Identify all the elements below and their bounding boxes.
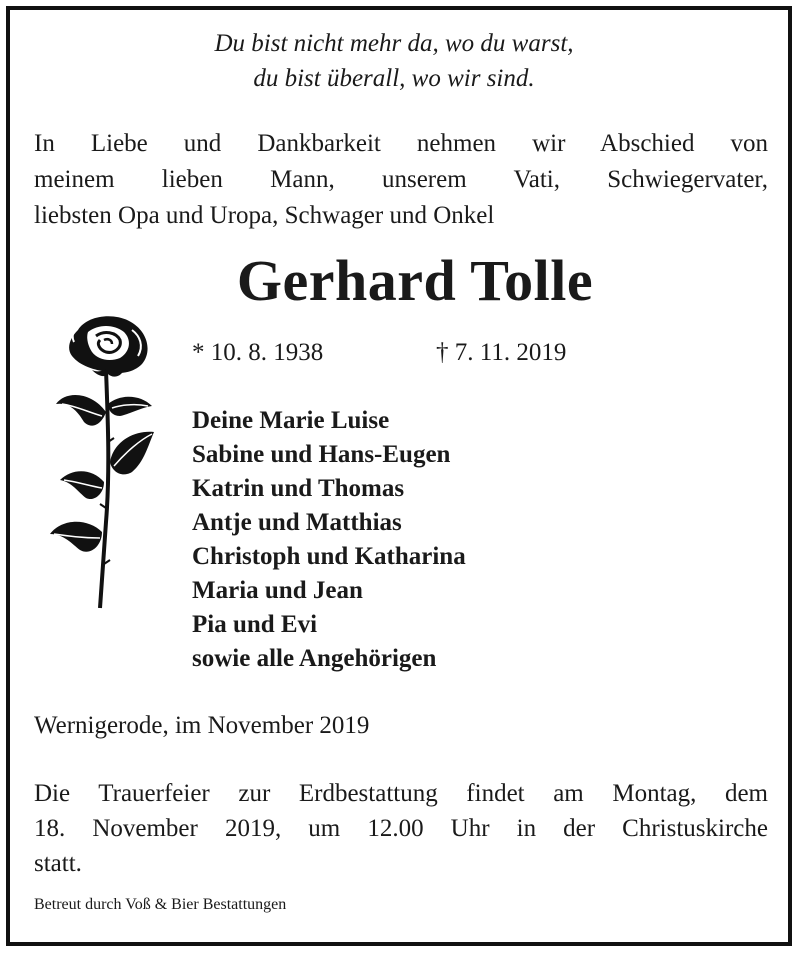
intro-line-3: liebsten Opa und Uropa, Schwager und Onkel	[34, 202, 495, 229]
mourner-line: Pia und Evi	[192, 611, 318, 638]
funeral-home-credit: Betreut durch Voß & Bier Bestattungen	[34, 896, 287, 913]
mourner-line: Antje und Matthias	[192, 509, 402, 536]
funeral-line-1: Die Trauerfeier zur Erdbestattung findet am Montag, dem	[34, 780, 768, 807]
mourner-line: Deine Marie Luise	[192, 407, 390, 434]
mourners-list	[192, 404, 466, 676]
mourner-line: Katrin und Thomas	[192, 475, 405, 502]
funeral-line-2: 18. November 2019, um 12.00 Uhr in der Christuskirche	[34, 815, 768, 842]
funeral-notice	[34, 776, 768, 881]
place-and-date: Wernigerode, im November 2019	[34, 712, 370, 739]
intro-text	[34, 126, 768, 234]
intro-line-1: In Liebe und Dankbarkeit nehmen wir Abschied von	[34, 130, 768, 157]
rose-icon	[48, 312, 160, 612]
intro-line-2: meinem lieben Mann, unserem Vati, Schwiegervater,	[34, 166, 768, 193]
mourner-line: Maria und Jean	[192, 577, 363, 604]
mourner-line: Sabine und Hans-Eugen	[192, 441, 451, 468]
birth-date: * 10. 8. 1938	[192, 339, 324, 366]
motto-line-1: Du bist nicht mehr da, wo du warst,	[214, 30, 574, 57]
motto	[0, 26, 788, 96]
motto-line-2: du bist überall, wo wir sind.	[253, 65, 535, 92]
mourner-line: Christoph und Katharina	[192, 543, 466, 570]
mourner-line: sowie alle Angehörigen	[192, 645, 437, 672]
deceased-name: Gerhard Tolle	[236, 248, 594, 313]
funeral-line-3: statt.	[34, 850, 82, 877]
death-date: † 7. 11. 2019	[436, 339, 567, 366]
